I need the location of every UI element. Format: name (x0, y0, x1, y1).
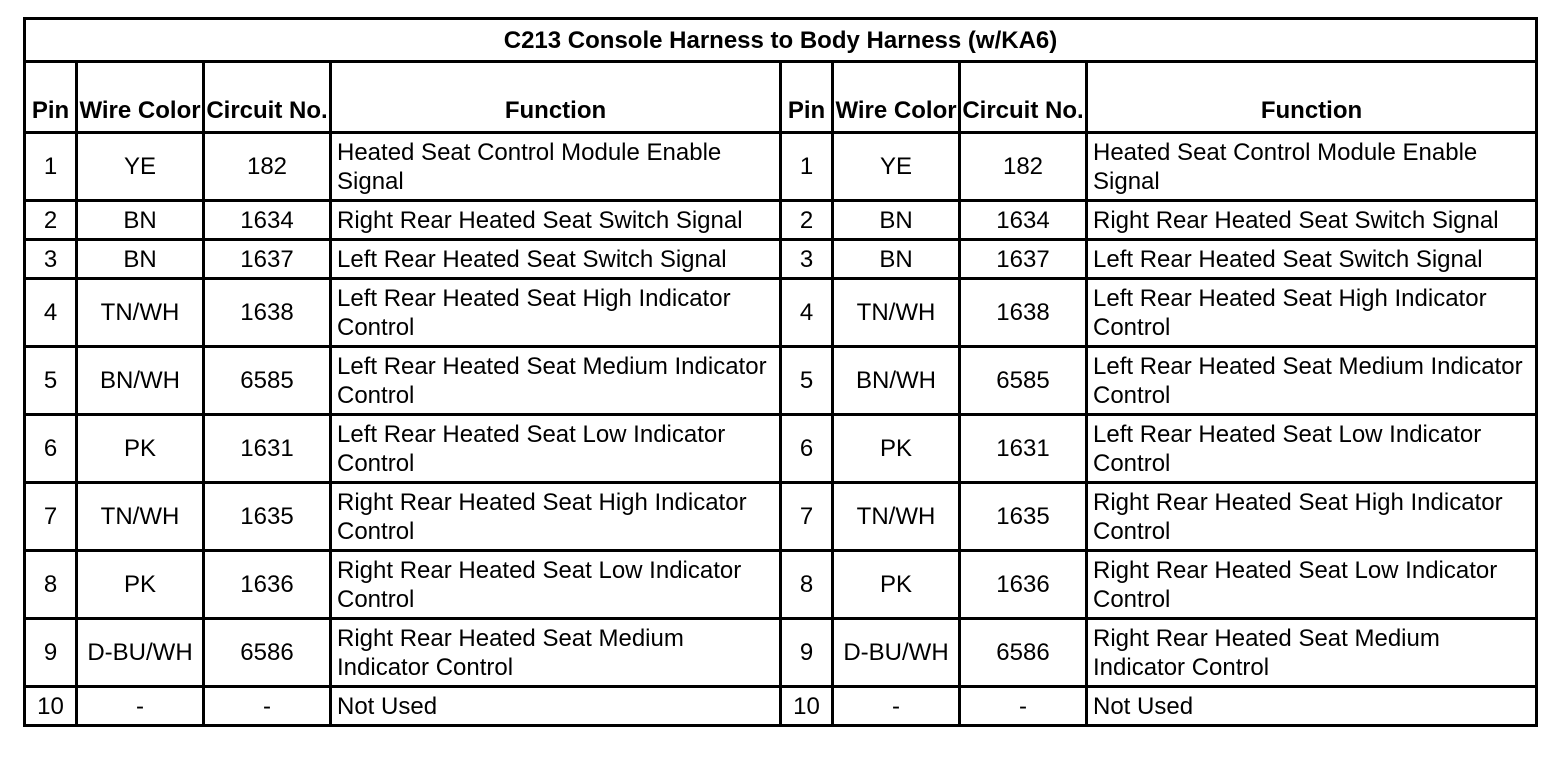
table-row (25, 551, 1537, 619)
wire-color-cell: BN/WH (833, 347, 960, 415)
function-cell: Right Rear Heated Seat Medium Indicator Control (1087, 619, 1537, 687)
circuit-cell: 6586 (204, 619, 331, 687)
table-row (25, 347, 1537, 415)
table-row (25, 619, 1537, 687)
circuit-cell: 1634 (204, 201, 331, 240)
wire-color-cell: PK (77, 415, 204, 483)
function-cell: Left Rear Heated Seat Switch Signal (331, 240, 781, 279)
pin-cell: 5 (25, 347, 77, 415)
function-cell: Left Rear Heated Seat Switch Signal (1087, 240, 1537, 279)
pin-cell: 10 (25, 687, 77, 726)
wire-color-cell: TN/WH (833, 279, 960, 347)
header-row (25, 62, 1537, 133)
wire-color-cell: BN (833, 201, 960, 240)
wire-color-cell: D-BU/WH (77, 619, 204, 687)
circuit-cell: 182 (960, 133, 1087, 201)
circuit-cell: 1631 (204, 415, 331, 483)
pin-cell: 8 (781, 551, 833, 619)
wire-color-cell: BN (833, 240, 960, 279)
table-row (25, 415, 1537, 483)
pin-cell: 6 (25, 415, 77, 483)
circuit-cell: 1636 (960, 551, 1087, 619)
wire-color-cell: BN (77, 201, 204, 240)
function-cell: Left Rear Heated Seat High Indicator Control (331, 279, 781, 347)
wire-color-cell: BN/WH (77, 347, 204, 415)
table-body (25, 133, 1537, 726)
circuit-cell: 1636 (204, 551, 331, 619)
pin-cell: 10 (781, 687, 833, 726)
header-circuit-no: Circuit No. (204, 62, 331, 133)
circuit-cell: 6585 (204, 347, 331, 415)
function-cell: Right Rear Heated Seat Switch Signal (1087, 201, 1537, 240)
pin-cell: 4 (25, 279, 77, 347)
pin-cell: 2 (781, 201, 833, 240)
wire-color-cell: YE (833, 133, 960, 201)
circuit-cell: - (204, 687, 331, 726)
circuit-cell: 1634 (960, 201, 1087, 240)
function-cell: Right Rear Heated Seat High Indicator Control (331, 483, 781, 551)
header-wire-color: Wire Color (833, 62, 960, 133)
wire-color-cell: YE (77, 133, 204, 201)
circuit-cell: 1637 (960, 240, 1087, 279)
circuit-cell: 1638 (960, 279, 1087, 347)
table-row (25, 133, 1537, 201)
function-cell: Right Rear Heated Seat Low Indicator Control (331, 551, 781, 619)
circuit-cell: - (960, 687, 1087, 726)
function-cell: Left Rear Heated Seat Medium Indicator Control (1087, 347, 1537, 415)
pin-cell: 5 (781, 347, 833, 415)
pin-cell: 7 (781, 483, 833, 551)
pin-cell: 7 (25, 483, 77, 551)
function-cell: Right Rear Heated Seat Medium Indicator Control (331, 619, 781, 687)
connector-table (23, 17, 1538, 727)
table-row (25, 687, 1537, 726)
wire-color-cell: PK (833, 551, 960, 619)
function-cell: Right Rear Heated Seat High Indicator Control (1087, 483, 1537, 551)
header-pin: Pin (25, 62, 77, 133)
wire-color-cell: TN/WH (833, 483, 960, 551)
header-function: Function (1087, 62, 1537, 133)
pin-cell: 1 (781, 133, 833, 201)
function-cell: Left Rear Heated Seat High Indicator Control (1087, 279, 1537, 347)
function-cell: Left Rear Heated Seat Low Indicator Control (1087, 415, 1537, 483)
pin-cell: 9 (781, 619, 833, 687)
circuit-cell: 1631 (960, 415, 1087, 483)
function-cell: Left Rear Heated Seat Medium Indicator Control (331, 347, 781, 415)
circuit-cell: 1637 (204, 240, 331, 279)
header-function: Function (331, 62, 781, 133)
table-title: C213 Console Harness to Body Harness (w/KA6) (25, 19, 1537, 62)
pin-cell: 6 (781, 415, 833, 483)
wire-color-cell: PK (77, 551, 204, 619)
function-cell: Not Used (1087, 687, 1537, 726)
wire-color-cell: BN (77, 240, 204, 279)
circuit-cell: 6586 (960, 619, 1087, 687)
table-row (25, 483, 1537, 551)
circuit-cell: 1635 (204, 483, 331, 551)
circuit-cell: 1635 (960, 483, 1087, 551)
pin-cell: 2 (25, 201, 77, 240)
function-cell: Left Rear Heated Seat Low Indicator Control (331, 415, 781, 483)
wire-color-cell: - (77, 687, 204, 726)
wire-color-cell: PK (833, 415, 960, 483)
wire-color-cell: D-BU/WH (833, 619, 960, 687)
circuit-cell: 182 (204, 133, 331, 201)
header-pin: Pin (781, 62, 833, 133)
function-cell: Right Rear Heated Seat Switch Signal (331, 201, 781, 240)
header-circuit-no: Circuit No. (960, 62, 1087, 133)
function-cell: Not Used (331, 687, 781, 726)
table-row (25, 201, 1537, 240)
function-cell: Right Rear Heated Seat Low Indicator Control (1087, 551, 1537, 619)
wire-color-cell: TN/WH (77, 483, 204, 551)
wire-color-cell: - (833, 687, 960, 726)
pin-cell: 9 (25, 619, 77, 687)
table-row (25, 279, 1537, 347)
pin-cell: 4 (781, 279, 833, 347)
function-cell: Heated Seat Control Module Enable Signal (1087, 133, 1537, 201)
function-cell: Heated Seat Control Module Enable Signal (331, 133, 781, 201)
header-wire-color: Wire Color (77, 62, 204, 133)
pin-cell: 8 (25, 551, 77, 619)
pin-cell: 3 (781, 240, 833, 279)
table-row (25, 240, 1537, 279)
circuit-cell: 6585 (960, 347, 1087, 415)
circuit-cell: 1638 (204, 279, 331, 347)
pin-cell: 3 (25, 240, 77, 279)
pin-cell: 1 (25, 133, 77, 201)
wire-color-cell: TN/WH (77, 279, 204, 347)
